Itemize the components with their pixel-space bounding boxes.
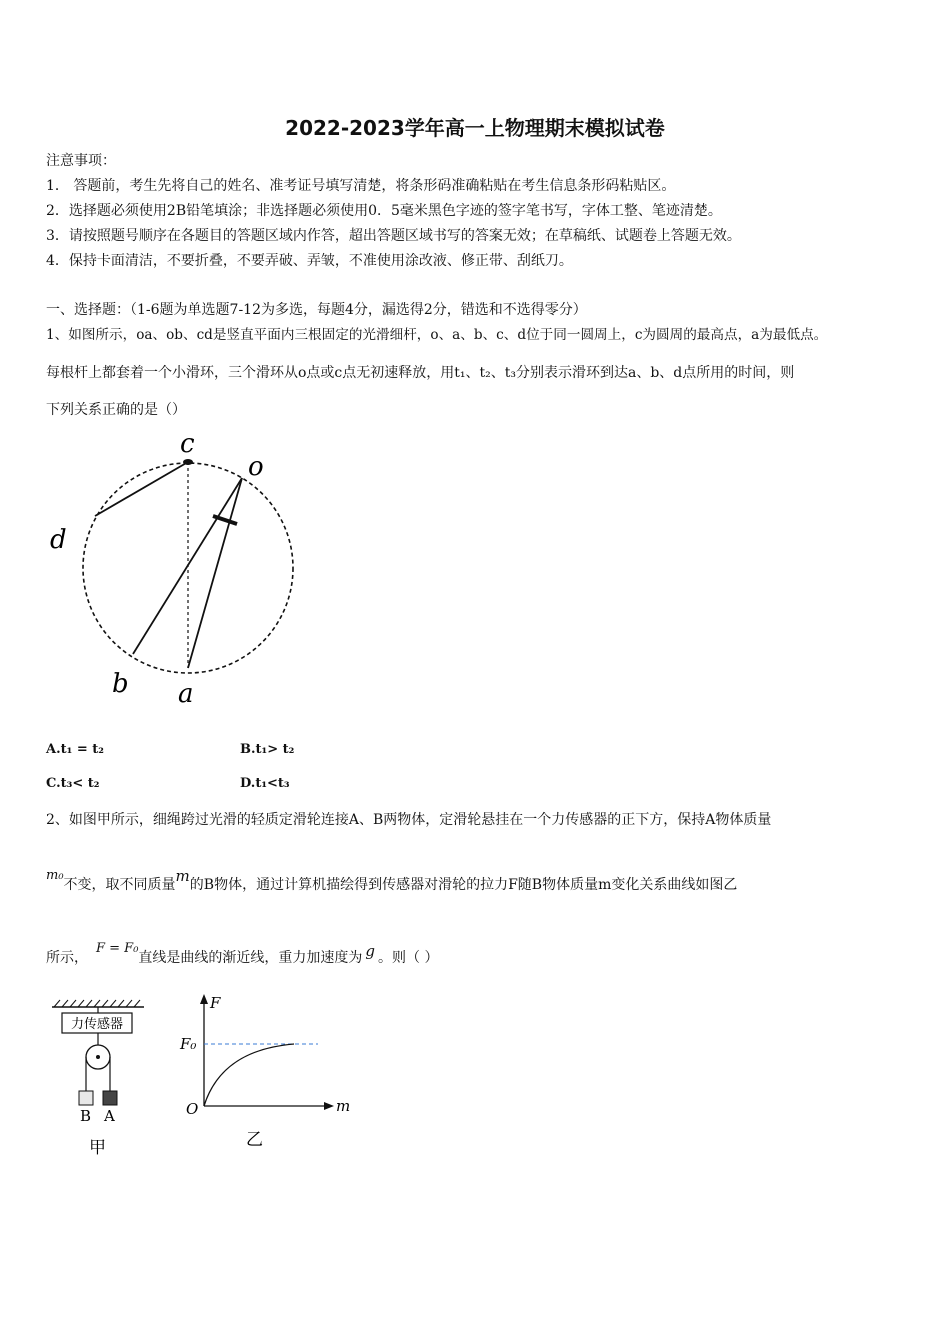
- notice-heading: 注意事项：: [46, 153, 116, 169]
- caption-jia: 甲: [89, 1138, 106, 1158]
- label-block-a: A: [104, 1107, 115, 1125]
- symbol-m: m: [175, 867, 190, 885]
- x-axis-arrow: [324, 1102, 334, 1110]
- label-a: a: [178, 679, 194, 709]
- q2-line-2: [46, 867, 738, 896]
- section-heading: 一、选择题：（1-6题为单选题7-12为多选，每题4分，漏选得2分，错选和不选得零分）: [46, 302, 587, 318]
- rod-cd: [95, 462, 188, 516]
- label-axis-m: m: [336, 1097, 351, 1115]
- label-block-b: B: [80, 1107, 92, 1125]
- q2-line-2-text-a: 不变，取不同质量: [63, 877, 176, 893]
- ceiling-hatch: [54, 1000, 140, 1007]
- block-b: [79, 1091, 93, 1105]
- symbol-m0: m₀: [46, 868, 64, 883]
- label-f0: F₀: [180, 1035, 197, 1053]
- q1-option-d: D.t₁<t₃: [240, 776, 290, 791]
- label-b: b: [112, 669, 129, 699]
- page-title: 2022-2023学年高一上物理期末模拟试卷: [285, 116, 665, 140]
- rod-oa: [188, 478, 242, 668]
- notice-item-4: 4．保持卡面清洁，不要折叠，不要弄破、弄皱，不准使用涂改液、修正带、刮纸刀。: [46, 253, 573, 269]
- q1-option-a: A.t₁ = t₂: [46, 742, 104, 757]
- fig-yi-graph: [176, 990, 361, 1160]
- q1-line-2: 每根杆上都套着一个小滑环，三个滑环从o点或c点无初速释放，用t₁、t₂、t₃分别表示滑环到达a、b、d点所用的时间，则: [46, 365, 795, 381]
- q2-line-1: 2、如图甲所示，细绳跨过光滑的轻质定滑轮连接A、B两物体，定滑轮悬挂在一个力传感器的正下方，保持A物体质量: [46, 812, 772, 828]
- symbol-g: g: [365, 942, 376, 960]
- q1-option-b: B.t₁> t₂: [240, 742, 295, 757]
- fig-jia-pulley: [44, 995, 154, 1160]
- label-o: o: [248, 452, 264, 482]
- q2-line-3-text-b: 直线是曲线的渐近线，重力加速度为: [138, 950, 363, 966]
- block-a: [103, 1091, 117, 1105]
- label-d: d: [50, 525, 67, 555]
- q2-line-3-text-a: 所示，: [46, 950, 88, 966]
- label-axis-f: F: [210, 994, 221, 1012]
- q1-circle-figure: [40, 420, 320, 715]
- q2-line-3: [46, 941, 439, 969]
- q1-line-3: 下列关系正确的是（）: [46, 402, 186, 418]
- q2-line-2-text-b: 的B物体，通过计算机描绘得到传感器对滑轮的拉力F随B物体质量m变化关系曲线如图乙: [189, 877, 738, 893]
- notice-item-2: 2．选择题必须使用2B铅笔填涂；非选择题必须使用0．5毫米黑色字迹的签字笔书写，字体工整、笔迹清楚。: [46, 203, 722, 219]
- notice-item-3: 3．请按照题号顺序在各题目的答题区域内作答，超出答题区域书写的答案无效；在草稿纸、试题卷上答题无效。: [46, 228, 741, 244]
- q1-option-c: C.t₃< t₂: [46, 776, 100, 791]
- q2-line-3-text-c: 。则（ ）: [378, 950, 439, 966]
- force-curve: [204, 1044, 294, 1106]
- q1-line-1: 1、如图所示，oa、ob、cd是竖直平面内三根固定的光滑细杆，o、a、b、c、d位于同一圆周上，c为圆周的最高点，a为最低点。: [46, 327, 828, 343]
- formula-f-f0: F = F₀: [96, 941, 139, 956]
- label-origin: O: [186, 1100, 199, 1118]
- slider-c: [183, 459, 193, 465]
- force-sensor-label: 力传感器: [70, 1017, 124, 1032]
- caption-yi: 乙: [246, 1130, 263, 1150]
- label-c: c: [180, 429, 195, 459]
- notice-item-1: 1． 答题前，考生先将自己的姓名、准考证号填写清楚，将条形码准确粘贴在考生信息条形码粘贴区。: [46, 178, 676, 194]
- y-axis-arrow: [200, 994, 208, 1004]
